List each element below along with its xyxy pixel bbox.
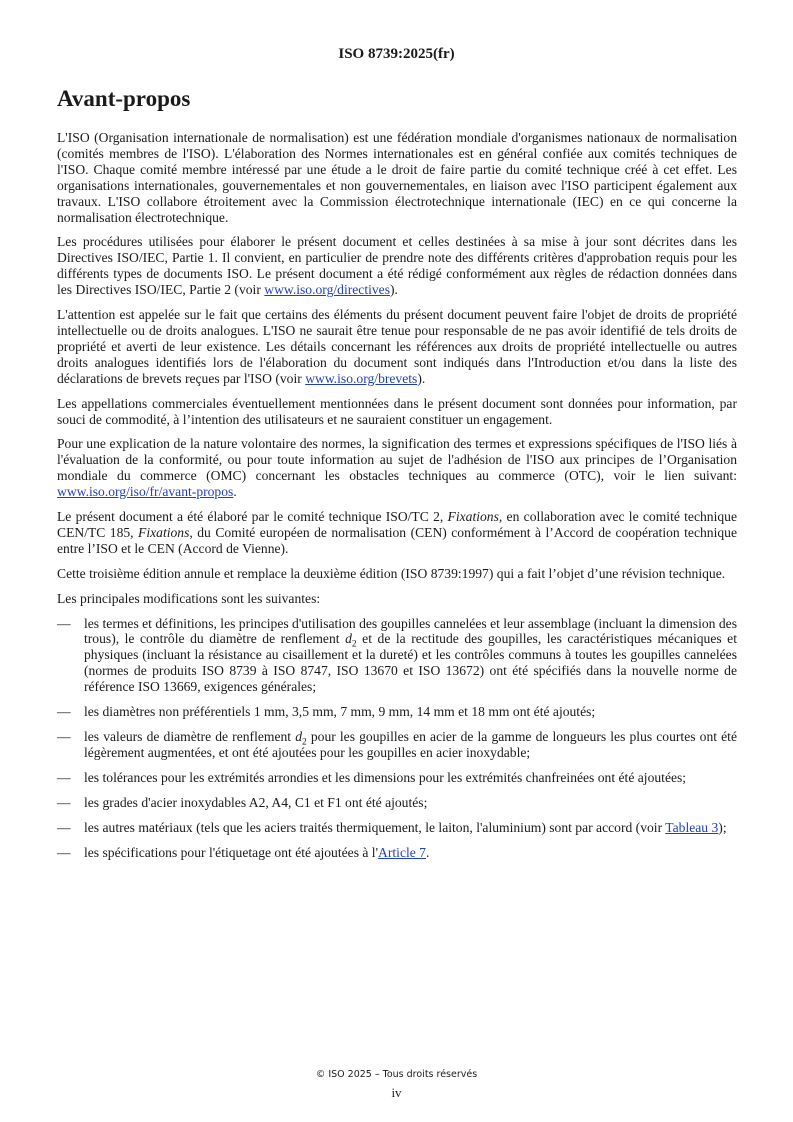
paragraph-edition: Cette troisième édition annule et remplace la deuxième édition (ISO 8739:1997) qui a fait l’objet d’une révision technique. bbox=[57, 565, 726, 581]
changes-list bbox=[57, 616, 737, 861]
paragraph-changes-intro: Les principales modifications sont les suivantes: bbox=[57, 590, 321, 606]
list-item: — les grades d'acier inoxydables A2, A4, C1 et F1 ont été ajoutés; bbox=[57, 794, 428, 810]
dash-bullet: — bbox=[57, 704, 71, 720]
copyright-notice: © ISO 2025 – Tous droits réservés bbox=[315, 1069, 478, 1080]
paragraph-committee: Le présent document a été élaboré par le comité technique ISO/TC 2, Fixations, en collaboration avec le comité technique CEN/TC 185, Fixations, du Comité européen de normalisation (CEN) conformément à l’Accord de coopération technique entre l’ISO et le CEN (Accord de Vienne). bbox=[57, 509, 737, 556]
dash-bullet: — bbox=[57, 769, 71, 785]
committee-title-iso: Fixations bbox=[447, 509, 499, 525]
page-title: Avant-propos bbox=[57, 86, 191, 111]
subscript: 2 bbox=[351, 640, 357, 651]
page-number: iv bbox=[391, 1085, 402, 1100]
directives-link[interactable]: www.iso.org/directives bbox=[264, 282, 390, 298]
dash-bullet: — bbox=[57, 819, 71, 835]
list-item: — les spécifications pour l'étiquetage ont été ajoutées à l'Article 7. bbox=[57, 844, 430, 860]
article-7-link[interactable]: Article 7 bbox=[378, 844, 426, 860]
variable-d: d bbox=[295, 729, 302, 744]
dash-bullet: — bbox=[57, 794, 71, 810]
committee-title-cen: Fixations bbox=[138, 524, 190, 540]
list-item: — les tolérances pour les extrémités arrondies et les dimensions pour les extrémités chanfreinées ont été ajoutées; bbox=[57, 769, 687, 785]
list-item: — les valeurs de diamètre de renflement $d_2$ pour les goupilles en acier de la gamme de longueurs les plus courtes ont été légèrement augmentées, et ont été ajoutées pour les goupilles en acier inoxydable; bbox=[57, 729, 737, 760]
dash-bullet: — bbox=[57, 729, 71, 744]
list-item: — les termes et définitions, les principes d'utilisation des goupilles cannelées et leur assemblage (incluant la dimension des trous), le contrôle du diamètre de renflement $d_2$ et de la rectitude des goupilles, les caractéristiques mécaniques et physiques (incluant la résistance au cisaillement et la dureté) et les contrôles communs à toutes les goupilles cannelées (normes de produits ISO 8739 à ISO 8747, ISO 13670 et ISO 13672) ont été spécifiés dans la nouvelle norme de référence ISO 13669, exigences générales; bbox=[57, 615, 737, 695]
paragraph-iso-intro: L'ISO (Organisation internationale de normalisation) est une fédération mondiale d'organismes nationaux de normalisation (comités membres de l'ISO). L'élaboration des Normes internationales est en général confiée aux comités techniques de l'ISO. Chaque comité membre intéressé par une étude a le droit de faire partie du comité technique créé à cet effet. Les organisations internationales, gouvernementales et non gouvernementales, en liaison avec l'ISO participent également aux travaux. L'ISO collabore étroitement avec la Commission électrotechnique internationale (IEC) en ce qui concerne la normalisation électrotechnique. bbox=[57, 130, 737, 225]
patents-link[interactable]: www.iso.org/brevets bbox=[305, 370, 418, 386]
variable-d: d bbox=[345, 631, 352, 647]
paragraph-patents: L'attention est appelée sur le fait que certains des éléments du présent document peuvent faire l'objet de droits de propriété intellectuelle ou de droits analogues. L'ISO ne saurait être tenue pour responsable de ne pas avoir identifié de tels droits de propriété et averti de leur existence. Les détails concernant les références aux droits de propriété intellectuelle ou autres droits analogues identifiés lors de l'élaboration du document sont indiqués dans l'Introduction et/ou dans la liste des déclarations de brevets reçues par l'ISO (voir www.iso.org/brevets). bbox=[57, 307, 737, 386]
dash-bullet: — bbox=[57, 844, 71, 860]
paragraph-trade-names: Les appellations commerciales éventuellement mentionnées dans le présent document sont données pour information, par souci de commodité, à l’intention des utilisateurs et ne sauraient constituer un engagement. bbox=[57, 395, 737, 427]
dash-bullet: — bbox=[57, 615, 71, 631]
table-3-link[interactable]: Tableau 3 bbox=[665, 819, 719, 835]
foreword-link[interactable]: www.iso.org/iso/fr/avant-propos bbox=[57, 484, 234, 500]
subscript: 2 bbox=[301, 737, 307, 748]
document-header: ISO 8739:2025(fr) bbox=[338, 46, 455, 62]
foreword-body bbox=[57, 130, 737, 869]
list-item: — les autres matériaux (tels que les aciers traités thermiquement, le laiton, l'aluminium) sont par accord (voir Tableau 3); bbox=[57, 819, 727, 835]
paragraph-procedures: Les procédures utilisées pour élaborer le présent document et celles destinées à sa mise à jour sont décrites dans les Directives ISO/IEC, Partie 1. Il convient, en particulier de prendre note des différents critères d'approbation requis pour les différents types de documents ISO. Le présent document a été rédigé conformément aux règles de rédaction données dans les Directives ISO/IEC, Partie 2 (voir www.iso.org/directives). bbox=[57, 234, 737, 298]
paragraph-voluntary-nature: Pour une explication de la nature volontaire des normes, la signification des termes et expressions spécifiques de l'ISO liés à l'évaluation de la conformité, ou pour toute information au sujet de l'adhésion de l'ISO aux principes de l’Organisation mondiale du commerce (OMC) concernant les obstacles techniques au commerce (OTC), voir le lien suivant: www.iso.org/iso/fr/avant-propos. bbox=[57, 436, 737, 500]
list-item: — les diamètres non préférentiels 1 mm, 3,5 mm, 7 mm, 9 mm, 14 mm et 18 mm ont été ajoutés; bbox=[57, 704, 596, 720]
